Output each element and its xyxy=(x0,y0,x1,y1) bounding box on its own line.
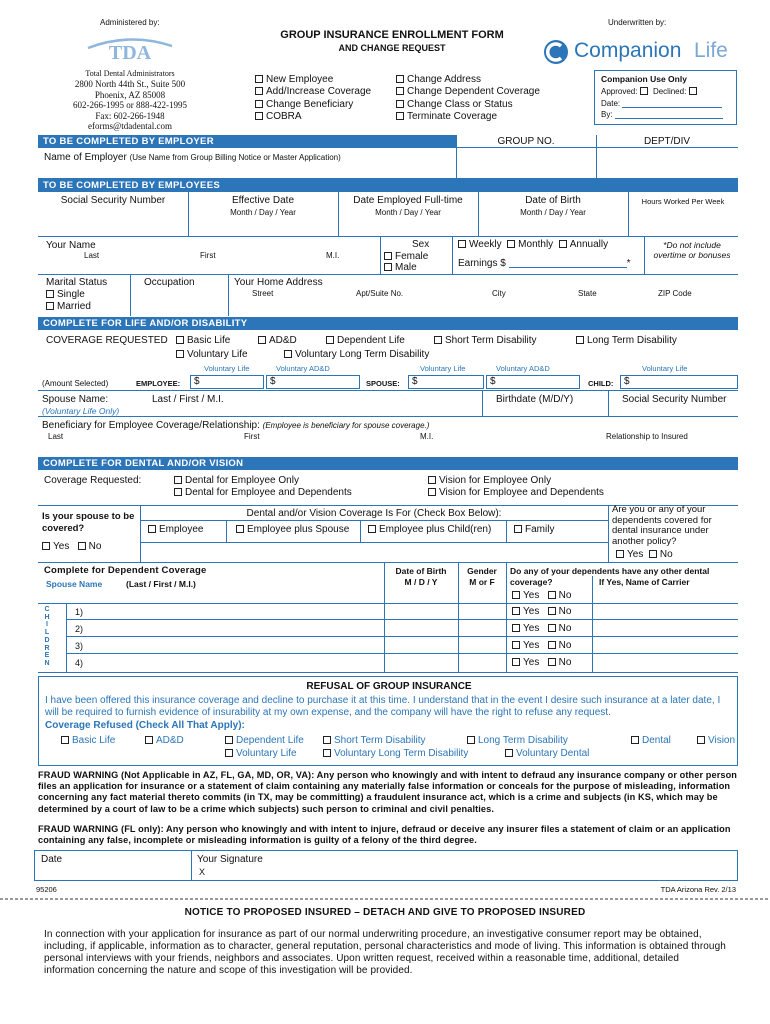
marital-group xyxy=(46,277,107,313)
employees-bar: TO BE COMPLETED BY EMPLOYEES xyxy=(38,179,738,192)
tda-phone: 602-266-1995 or 888-422-1995 xyxy=(73,100,187,110)
signature-x: X xyxy=(199,867,206,877)
refused-vision[interactable]: Vision xyxy=(697,735,735,746)
refused-basic-life[interactable]: Basic Life xyxy=(61,735,115,746)
spouse-vol-life-amount[interactable]: $ xyxy=(408,375,484,389)
refused-ltd[interactable]: Long Term Disability xyxy=(467,735,568,746)
date-label: Date xyxy=(41,854,63,865)
checkbox[interactable] xyxy=(396,75,404,83)
emp-vol-add-label: Voluntary AD&D xyxy=(276,364,330,373)
coverage-option-vol-life[interactable]: Voluntary Life xyxy=(176,349,248,360)
state-label: State xyxy=(578,289,597,298)
tda-address-line1: 2800 North 44th St., Suite 500 xyxy=(74,79,186,89)
tda-name: Total Dental Administrators xyxy=(85,69,175,78)
approved-row: Approved: Declined: xyxy=(601,87,700,96)
name-first-label: First xyxy=(200,251,216,260)
date-field[interactable] xyxy=(622,98,722,108)
your-name-label: Your Name xyxy=(46,240,96,251)
request-option[interactable]: Change Address xyxy=(396,74,540,86)
companion-swirl-icon xyxy=(542,38,570,66)
checkbox[interactable] xyxy=(396,100,404,108)
vol-only-note: (Voluntary Life Only) xyxy=(42,406,120,416)
ch-vol-life-label: Voluntary Life xyxy=(642,364,688,373)
life-bar: COMPLETE FOR LIFE AND/OR DISABILITY xyxy=(38,317,738,330)
request-option[interactable]: COBRA xyxy=(255,111,371,123)
coverage-option-std[interactable]: Short Term Disability xyxy=(434,335,537,346)
dep-spouse-format: (Last / First / M.I.) xyxy=(126,579,196,589)
coverage-requested-label: COVERAGE REQUESTED xyxy=(46,335,168,346)
detach-line xyxy=(0,897,770,901)
request-option[interactable]: Change Class or Status xyxy=(396,99,540,111)
checkbox[interactable] xyxy=(255,87,263,95)
refused-vol-dental[interactable]: Voluntary Dental xyxy=(505,748,589,759)
spouse-name-label: Spouse Name: xyxy=(42,394,109,405)
annually-option[interactable]: Annually xyxy=(559,239,608,250)
date-row: Date: xyxy=(601,98,722,108)
tda-fax: Fax: 602-266-1948 xyxy=(95,110,165,121)
employee-vol-add-amount[interactable]: $ xyxy=(266,375,360,389)
dob-label: Date of Birth xyxy=(525,195,581,206)
dental-options xyxy=(174,475,352,499)
tda-logo-text: TDA xyxy=(108,42,152,64)
other-policy-options xyxy=(616,549,673,560)
ben-mi-label: M.I. xyxy=(420,432,434,441)
dept-label: DEPT/DIV xyxy=(643,136,691,147)
dental-employee-only[interactable]: Dental for Employee Only xyxy=(174,475,352,487)
ben-first-label: First xyxy=(244,432,260,441)
spouse-amount-label: SPOUSE: xyxy=(366,379,400,388)
coverage-option-ltd[interactable]: Long Term Disability xyxy=(576,335,677,346)
request-option[interactable]: Change Beneficiary xyxy=(255,99,371,111)
notice-title: NOTICE TO PROPOSED INSURED – DETACH AND GIVE TO PROPOSED INSURED xyxy=(184,907,586,918)
request-options-left xyxy=(255,74,371,123)
dependent-coverage-title: Complete for Dependent Coverage xyxy=(44,565,207,576)
employee-vol-life-amount[interactable]: $ xyxy=(190,375,264,389)
other-policy-yes[interactable]: Yes xyxy=(616,549,643,560)
spouse-ssn-label: Social Security Number xyxy=(622,394,727,405)
companion-use-title: Companion Use Only xyxy=(601,74,687,84)
employee-amount-label: EMPLOYEE: xyxy=(136,379,181,388)
weekly-option[interactable]: Weekly xyxy=(458,239,502,250)
street-label: Street xyxy=(252,289,274,298)
table-row[interactable]: 3) Yes No xyxy=(66,637,738,654)
request-options-right xyxy=(396,74,540,123)
sp-vol-life-label: Voluntary Life xyxy=(420,364,466,373)
dep-dob-header: Date of Birth M / D / Y xyxy=(395,566,447,587)
tda-address-block xyxy=(50,79,210,132)
vision-options xyxy=(428,475,604,499)
companion-word: Companion xyxy=(574,39,682,62)
spouse-name-format: Last / First / M.I. xyxy=(152,394,224,405)
employer-name-field[interactable] xyxy=(44,152,341,163)
single-option[interactable]: Single xyxy=(46,289,107,301)
declined-checkbox[interactable] xyxy=(689,87,697,95)
no-option[interactable]: No xyxy=(548,590,572,601)
amount-selected-label: (Amount Selected) xyxy=(42,379,109,388)
child-amount-label: CHILD: xyxy=(588,379,614,388)
dental-bar: COMPLETE FOR DENTAL AND/OR VISION xyxy=(38,457,738,470)
group-no-label: GROUP NO. xyxy=(497,136,555,147)
refusal-text: I have been offered this insurance coverage and decline to purchase it at this time. I understand that in the event I desire such insurance at a later date, I will be required to furnish evidence of insurability at my own expense, and the company will have the right to refuse any request. xyxy=(45,695,721,718)
table-row[interactable]: 1) Yes No xyxy=(66,603,738,620)
your-signature-label[interactable]: Your Signature xyxy=(197,854,263,865)
beneficiary-label: Beneficiary for Employee Coverage/Relationship: xyxy=(42,420,260,431)
tier-employee[interactable]: Employee xyxy=(148,524,203,535)
request-option[interactable]: Add/Increase Coverage xyxy=(255,86,371,98)
coverage-option-dependent-life[interactable]: Dependent Life xyxy=(326,335,405,346)
home-address-label: Your Home Address xyxy=(234,277,323,288)
if-yes-carrier-label: If Yes, Name of Carrier xyxy=(599,577,690,587)
dep-other-question: Do any of your dependents have any other dental coverage? xyxy=(510,566,710,587)
checkbox[interactable] xyxy=(255,100,263,108)
female-option[interactable]: Female xyxy=(384,251,429,263)
refused-vol-ltd[interactable]: Voluntary Long Term Disability xyxy=(323,748,468,759)
name-last-label: Last xyxy=(84,251,100,260)
request-option[interactable]: New Employee xyxy=(255,74,371,86)
pay-frequency-group xyxy=(458,239,608,250)
effective-date-label: Effective Date xyxy=(231,195,295,206)
by-field[interactable] xyxy=(615,109,723,119)
earnings-field[interactable]: Earnings $ * xyxy=(458,258,631,269)
employer-bar: TO BE COMPLETED BY EMPLOYER xyxy=(38,135,456,148)
occupation-label: Occupation xyxy=(144,277,195,288)
coverage-row1 xyxy=(46,335,168,346)
table-row[interactable]: 4) Yes No xyxy=(75,657,572,668)
date-employed-label: Date Employed Full-time xyxy=(353,195,463,206)
coverage-option-basic-life[interactable]: Basic Life xyxy=(176,335,230,346)
tier-employee-spouse[interactable]: Employee plus Spouse xyxy=(236,524,349,535)
spouse-covered-question: Is your spouse to be covered? xyxy=(42,511,135,534)
tier-employee-children[interactable]: Employee plus Child(ren) xyxy=(368,524,491,535)
life-word: Life xyxy=(694,39,728,62)
coverage-refused-label: Coverage Refused (Check All That Apply): xyxy=(45,720,245,731)
children-vertical-label: C H I L D R E N xyxy=(44,606,50,667)
zip-label: ZIP Code xyxy=(658,289,692,298)
ssn-label: Social Security Number xyxy=(60,195,166,206)
tda-logo xyxy=(80,34,180,70)
refusal-box xyxy=(38,676,738,766)
coverage-for-label: Dental and/or Vision Coverage Is For (Check Box Below): xyxy=(246,508,502,519)
dental-employee-dependents[interactable]: Dental for Employee and Dependents xyxy=(174,487,352,499)
employer-name-label: Name of Employer xyxy=(44,152,127,163)
other-policy-no[interactable]: No xyxy=(649,549,673,560)
dep-spouse-name-label: Spouse Name xyxy=(46,579,103,589)
spouse-covered-no[interactable]: No xyxy=(78,541,102,552)
child-vol-life-amount[interactable]: $ xyxy=(620,375,738,389)
refused-dental[interactable]: Dental xyxy=(631,735,671,746)
city-label: City xyxy=(492,289,506,298)
checkbox[interactable] xyxy=(384,263,392,271)
refused-dependent-life[interactable]: Dependent Life xyxy=(225,735,304,746)
checkbox[interactable] xyxy=(396,112,404,120)
signature-box xyxy=(34,850,738,881)
emp-vol-life-label: Voluntary Life xyxy=(204,364,250,373)
approved-checkbox[interactable] xyxy=(640,87,648,95)
by-row: By: xyxy=(601,109,723,119)
overtime-note: *Do not include overtime or bonuses xyxy=(653,240,731,260)
ben-last-label: Last xyxy=(48,432,64,441)
underwritten-by-label: Underwritten by: xyxy=(608,18,667,27)
fraud-warning-2: FRAUD WARNING (FL only): Any person who knowingly and with intent to injure, defraud or deceive any insurer files a statement of claim or an application containing any false, incomplete or misleading information is guilty of a felony of the third degree. xyxy=(38,824,731,846)
refused-add[interactable]: AD&D xyxy=(145,735,184,746)
checkbox[interactable] xyxy=(396,87,404,95)
administered-by-label: Administered by: xyxy=(100,18,160,27)
employer-name-hint: (Use Name from Group Billing Notice or Master Application) xyxy=(129,153,341,162)
tda-address-line2: Phoenix, AZ 85008 xyxy=(94,89,166,100)
beneficiary-hint: (Employee is beneficiary for spouse coverage.) xyxy=(262,421,430,430)
checkbox[interactable] xyxy=(384,252,392,260)
request-option[interactable]: Change Dependent Coverage xyxy=(396,86,540,98)
vision-employee-only[interactable]: Vision for Employee Only xyxy=(428,475,604,487)
apt-label: Apt/Suite No. xyxy=(356,289,404,298)
sp-vol-add-label: Voluntary AD&D xyxy=(496,364,550,373)
revision: TDA Arizona Rev. 2/13 xyxy=(660,885,736,894)
yes-option[interactable]: Yes xyxy=(512,590,539,601)
monthly-option[interactable]: Monthly xyxy=(507,239,553,250)
tier-family[interactable]: Family xyxy=(514,524,554,535)
name-mi-label: M.I. xyxy=(326,251,340,260)
marital-label: Marital Status xyxy=(46,277,108,288)
married-option[interactable]: Married xyxy=(46,301,107,313)
request-option[interactable]: Terminate Coverage xyxy=(396,111,540,123)
companion-life-logo xyxy=(542,38,742,66)
refused-std[interactable]: Short Term Disability xyxy=(323,735,426,746)
vision-employee-dependents[interactable]: Vision for Employee and Dependents xyxy=(428,487,604,499)
hours-label: Hours Worked Per Week xyxy=(641,197,725,206)
sex-group xyxy=(384,239,429,274)
spouse-covered-yes[interactable]: Yes xyxy=(42,541,69,552)
sex-label: Sex xyxy=(412,239,430,250)
spouse-covered-options xyxy=(42,541,101,552)
spouse-vol-add-amount[interactable]: $ xyxy=(486,375,580,389)
children-rows xyxy=(66,603,738,672)
tda-email[interactable]: eforms@tdadental.com xyxy=(87,121,172,131)
checkbox[interactable] xyxy=(255,75,263,83)
form-number: 95206 xyxy=(36,885,57,894)
relationship-label: Relationship to Insured xyxy=(606,432,688,441)
male-option[interactable]: Male xyxy=(384,262,429,274)
refusal-title: REFUSAL OF GROUP INSURANCE xyxy=(306,681,472,692)
dob-format: Month / Day / Year xyxy=(520,208,586,217)
coverage-option-vol-ltd[interactable]: Voluntary Long Term Disability xyxy=(284,349,429,360)
spouse-birthdate-label: Birthdate (M/D/Y) xyxy=(496,394,574,405)
date-employed-format: Month / Day / Year xyxy=(375,208,441,217)
form-subtitle: AND CHANGE REQUEST xyxy=(338,43,446,53)
dep-spouse-other-cov xyxy=(512,590,571,601)
dental-coverage-label: Coverage Requested: xyxy=(44,475,142,486)
refused-vol-life[interactable]: Voluntary Life xyxy=(225,748,297,759)
beneficiary-row[interactable] xyxy=(42,420,429,431)
effective-date-format: Month / Day / Year xyxy=(230,208,296,217)
notice-text: In connection with your application for insurance as part of our normal underwriting procedure, an investigative consumer report may be obtained, including, if applicable, information as to character, general reputation, personal characteristics and mode of living. This information is obtained through personal interviews with your friends, neighbors and associates. Upon written request, received within a reasonable time, additional, detailed information concerning the nature and scope of this investigation will be provided. xyxy=(44,929,726,976)
other-policy-question: Are you or any of your dependents covered for dental insurance under another policy? xyxy=(612,504,712,547)
checkbox[interactable] xyxy=(255,112,263,120)
dep-gender-header: Gender M or F xyxy=(467,566,497,587)
fraud-warning-1: FRAUD WARNING (Not Applicable in AZ, FL, GA, MD, OR, VA): Any person who knowingly and with intent to defraud any insurance company or other person files an application for insurance or a statement of claim containing any materially false information or conceals for the purpose of misleading, information concerning any fact material thereto commits (in TX, may be committing) a fraudulent insurance act, which is a crime and subjects (in KS, which may be determined by a court of law to be a crime which subjects) such person to criminal and civil penalties. xyxy=(38,770,738,814)
form-title: GROUP INSURANCE ENROLLMENT FORM xyxy=(280,29,504,41)
companion-use-box xyxy=(594,70,737,125)
table-row[interactable]: 2) Yes No xyxy=(66,620,738,637)
coverage-option-add[interactable]: AD&D xyxy=(258,335,297,346)
